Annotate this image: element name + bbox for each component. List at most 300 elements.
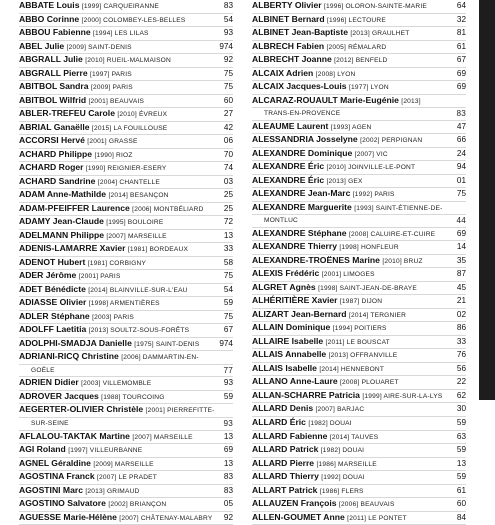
- entry-department: 59: [456, 417, 466, 427]
- entry-department: 70: [223, 149, 233, 159]
- entry-name: ALEXANDRE Éric: [252, 174, 325, 185]
- entry-details: [2013] SOULTZ-SOUS-FORÊTS: [88, 327, 190, 335]
- entry-details: [2013] OFFRANVILLE: [328, 352, 398, 360]
- entry-details: [2014] HENNEBONT: [319, 365, 385, 373]
- entry-details: [1990] REIGNIER-ESERY: [85, 165, 167, 173]
- directory-entry: [252, 95, 466, 109]
- entry-details: [1993] SAINT-ÉTIENNE-DE-: [354, 204, 443, 212]
- entry-department: 22: [456, 377, 466, 387]
- entry-department: 27: [223, 109, 233, 119]
- directory-entry: [19, 203, 233, 217]
- directory-entry: [19, 216, 233, 230]
- directory-entry: [19, 338, 233, 352]
- entry-name: ABLER-TREFEU Carole: [19, 108, 115, 119]
- directory-entry: [19, 284, 233, 298]
- entry-details: [1999] AIRE-SUR-LA-LYS: [362, 392, 443, 400]
- entry-department: 93: [223, 418, 233, 428]
- entry-name: ADRIANI-RICQ Christine: [19, 351, 119, 362]
- entry-department: 974: [219, 41, 233, 51]
- directory-entry: [19, 377, 233, 391]
- entry-name: ACHARD Philippe: [19, 148, 93, 159]
- entry-department: 05: [223, 499, 233, 509]
- directory-entry: [252, 390, 466, 404]
- entry-department: 67: [456, 55, 466, 65]
- directory-entry: [252, 202, 466, 216]
- entry-details: [2011] LE BOUSCAT: [325, 338, 390, 346]
- entry-details: [2003] VILLEMOMBLE: [81, 380, 152, 388]
- directory-entry: [19, 257, 233, 271]
- entry-name: ALEXANDRE Stéphane: [252, 227, 347, 238]
- directory-entry: [252, 54, 466, 68]
- directory-entry: [252, 403, 466, 417]
- entry-name: ALLEN-GOUMET Anne: [252, 511, 345, 522]
- entry-name: ALHÉRITIÈRE Xavier: [252, 295, 338, 306]
- entry-name: ALLAIRE Isabelle: [252, 335, 324, 346]
- directory-entry: [252, 431, 466, 445]
- entry-name: ALCAIX Jacques-Louis: [252, 81, 347, 92]
- entry-details: [2001] BEAUVAIS: [88, 97, 145, 105]
- directory-entry: [19, 471, 233, 485]
- entry-details: [2006] DAMMARTIN-EN-: [121, 354, 199, 362]
- directory-entry: [19, 324, 233, 338]
- directory-entry: [252, 485, 466, 499]
- directory-entry: [252, 376, 466, 390]
- directory-entry: [19, 108, 233, 122]
- directory-entry: [19, 458, 233, 472]
- entry-details: [1975] SAINT-DENIS: [134, 340, 200, 348]
- entry-details: [2010] ÉVREUX: [117, 111, 168, 119]
- entry-department: 03: [223, 176, 233, 186]
- directory-entry: [19, 404, 233, 418]
- entry-name: ADOLPHI-SMADJA Danielle: [19, 337, 132, 348]
- entry-department: 63: [456, 431, 466, 441]
- directory-entry: [252, 295, 466, 309]
- directory-entry: [252, 0, 466, 14]
- entry-details: [1996] LECTOURE: [326, 16, 386, 24]
- directory-entry: [19, 297, 233, 311]
- entry-department: 84: [456, 512, 466, 522]
- entry-department: 42: [223, 122, 233, 132]
- directory-entry: [252, 444, 466, 458]
- entry-name: AGOSTINA Franck: [19, 471, 95, 482]
- entry-name: ACCORSI Hervé: [19, 135, 85, 146]
- entry-name: ADENIS-LAMARRE Xavier: [19, 243, 126, 254]
- entry-name: ABRIAL Ganaëlle: [19, 121, 90, 132]
- directory-entry: [19, 149, 233, 163]
- directory-entry: [252, 148, 466, 162]
- entry-department: 35: [456, 255, 466, 265]
- directory-entry: [19, 81, 233, 95]
- entry-department: 81: [456, 28, 466, 38]
- entry-department: 75: [223, 311, 233, 321]
- entry-department: 69: [456, 82, 466, 92]
- directory-entry: [252, 134, 466, 148]
- directory-entry: [252, 458, 466, 472]
- entry-department: 62: [456, 390, 466, 400]
- entry-name: ADAM Anne-Mathilde: [19, 189, 107, 200]
- entry-details: [2010] RUEIL-MALMAISON: [85, 57, 171, 65]
- entry-department: 83: [223, 472, 233, 482]
- directory-entry: [252, 336, 466, 350]
- directory-entry: [19, 189, 233, 203]
- entry-department: 83: [456, 109, 466, 119]
- entry-details: [1994] POITIERS: [332, 325, 387, 333]
- entry-name: ADIASSE Olivier: [19, 297, 87, 308]
- right-column: [252, 0, 466, 525]
- entry-department: 59: [223, 391, 233, 401]
- directory-entry: [252, 68, 466, 82]
- entry-details: [1993] AGEN: [330, 123, 372, 131]
- directory-entry: [19, 230, 233, 244]
- entry-details: [1988] TOURCOING: [101, 393, 165, 401]
- entry-department: 66: [456, 135, 466, 145]
- entry-department: 56: [456, 363, 466, 373]
- entry-details: [1981] CORBIGNY: [87, 259, 147, 267]
- entry-details: [2006] BEAUVAIS: [338, 501, 395, 509]
- directory-entry: [19, 311, 233, 325]
- directory-entry: [19, 14, 233, 28]
- entry-name: ADOLFF Laetitia: [19, 324, 87, 335]
- entry-department: 13: [456, 458, 466, 468]
- entry-department: 02: [456, 309, 466, 319]
- entry-department: 974: [219, 338, 233, 348]
- entry-details: [1982] DOUAI: [308, 419, 352, 427]
- entry-department: 13: [223, 458, 233, 468]
- entry-details: [2009] SAINT-DENIS: [66, 43, 132, 51]
- entry-details: [2013]: [401, 97, 421, 105]
- entry-name: ADROVER Jacques: [19, 390, 99, 401]
- entry-details: [2014] BESANÇON: [108, 192, 169, 200]
- directory-entry: [19, 431, 233, 445]
- entry-name: ALCAIX Adrien: [252, 67, 314, 78]
- entry-name: ALLAIN Dominique: [252, 322, 331, 333]
- entry-details: [2007] BARJAC: [315, 406, 365, 414]
- entry-details: [1997] PARIS: [90, 70, 132, 78]
- entry-name: ALBRECHT Joanne: [252, 54, 332, 65]
- entry-department: 60: [223, 95, 233, 105]
- directory-entry: [252, 471, 466, 485]
- entry-name: ABGRALL Pierre: [19, 67, 88, 78]
- entry-department: 01: [456, 175, 466, 185]
- entry-details: [2000] COLOMBEY-LES-BELLES: [81, 16, 186, 24]
- entry-details: [2007] VIC: [354, 150, 388, 158]
- entry-department: 60: [456, 499, 466, 509]
- directory-entry: [252, 175, 466, 189]
- entry-details: [1986] MARSEILLE: [316, 460, 377, 468]
- entry-name: AGOSTINI Marc: [19, 484, 83, 495]
- entry-details: [2002] PERPIGNAN: [360, 137, 423, 145]
- entry-name: ALLARD Fabienne: [252, 430, 328, 441]
- entry-name: ALIZART Jean-Bernard: [252, 308, 347, 319]
- entry-continuation-text: MONTLUC: [264, 217, 299, 225]
- entry-department: 32: [456, 14, 466, 24]
- directory-entry: [252, 161, 466, 175]
- directory-entry: [19, 0, 233, 14]
- directory-entry: [252, 188, 466, 202]
- entry-name: ALBINET Jean-Baptiste: [252, 27, 348, 38]
- entry-department: 61: [456, 485, 466, 495]
- entry-continuation-text: TRANS-EN-PROVENCE: [264, 110, 341, 118]
- entry-name: ALBERTY Olivier: [252, 0, 322, 10]
- directory-entry: [252, 255, 466, 269]
- directory-entry: [252, 282, 466, 296]
- entry-name: ABITBOL Wilfrid: [19, 94, 87, 105]
- entry-name: ABBO Corinne: [19, 13, 80, 24]
- entry-department: 93: [223, 28, 233, 38]
- entry-department: 76: [456, 350, 466, 360]
- entry-name: ALEXANDRE Marguerite: [252, 201, 352, 212]
- entry-continuation-text: SUR-SEINE: [31, 419, 69, 427]
- directory-entry: [252, 27, 466, 41]
- entry-name: ALLART Patrick: [252, 484, 318, 495]
- entry-department: 58: [223, 257, 233, 267]
- entry-department: 54: [223, 14, 233, 24]
- entry-name: ALEXANDRE Jean-Marc: [252, 188, 351, 199]
- entry-name: ALEXANDRE Éric: [252, 161, 325, 172]
- entry-details: [1982] DOUAI: [320, 447, 365, 455]
- entry-details: [2008] CALUIRE-ET-CUIRE: [348, 230, 436, 238]
- entry-details: [2007] MARSEILLE: [106, 232, 167, 240]
- directory-entry: [19, 41, 233, 55]
- entry-name: ADAMY Jean-Claude: [19, 216, 104, 227]
- directory-entry: [19, 135, 233, 149]
- entry-continuation-text: GOËLE: [31, 366, 55, 374]
- entry-details: [2013] GRAULHET: [350, 30, 410, 38]
- entry-department: 87: [456, 269, 466, 279]
- entry-name: ALLAIS Annabelle: [252, 349, 327, 360]
- directory-entry: [252, 14, 466, 28]
- entry-details: [2009] MARSEILLE: [93, 460, 154, 468]
- entry-name: ADER Jérôme: [19, 270, 77, 281]
- entry-name: AGOSTINO Salvatore: [19, 498, 106, 509]
- entry-details: [1992] DOUAI: [321, 474, 365, 482]
- entry-name: ADRIEN Didier: [19, 377, 79, 388]
- entry-details: [2003] PARIS: [92, 313, 134, 321]
- entry-details: [2014] TERGNIER: [348, 311, 407, 319]
- entry-name: ADELMANN Philippe: [19, 229, 104, 240]
- entry-name: AGI Roland: [19, 444, 66, 455]
- entry-details: [1992] PARIS: [352, 191, 395, 199]
- entry-department: 54: [223, 284, 233, 294]
- entry-department: 59: [456, 472, 466, 482]
- entry-name: ALBRECH Fabien: [252, 40, 325, 51]
- directory-entry: [252, 322, 466, 336]
- entry-name: AGNEL Géraldine: [19, 457, 91, 468]
- entry-department: 33: [456, 336, 466, 346]
- entry-details: [2013] GEX: [326, 177, 363, 185]
- entry-continuation: [252, 215, 466, 228]
- entry-department: 13: [223, 431, 233, 441]
- entry-details: [1986] FLERS: [319, 487, 364, 495]
- entry-details: [2011] LE PONTET: [347, 514, 407, 522]
- entry-name: ALGRET Agnès: [252, 281, 316, 292]
- entry-details: [2004] CHANTELLE: [97, 178, 161, 186]
- entry-department: 69: [456, 68, 466, 78]
- directory-entry: [19, 54, 233, 68]
- entry-department: 06: [223, 136, 233, 146]
- entry-details: [1990] RIOZ: [94, 151, 133, 159]
- entry-details: [2001] PARIS: [78, 273, 121, 281]
- entry-name: AEGERTER-OLIVIER Christèle: [19, 404, 144, 415]
- entry-department: 25: [223, 190, 233, 200]
- directory-entry: [252, 417, 466, 431]
- entry-details: [2008] PLOUARET: [340, 379, 399, 387]
- entry-department: 61: [456, 41, 466, 51]
- entry-continuation: [252, 108, 466, 121]
- entry-department: 94: [456, 162, 466, 172]
- entry-details: [2010] BRUZ: [382, 257, 423, 265]
- directory-entry: [252, 41, 466, 55]
- entry-name: ABEL Julie: [19, 40, 65, 51]
- entry-department: 92: [223, 512, 233, 522]
- entry-department: 77: [223, 365, 233, 375]
- entry-details: [1999] CARQUEIRANNE: [81, 3, 159, 10]
- entry-details: [1981] BORDEAUX: [127, 246, 189, 254]
- entry-name: ALLANO Anne-Laure: [252, 376, 338, 387]
- entry-details: [2005] RÉMALARD: [326, 43, 387, 51]
- entry-details: [2001] PIERREFITTE-: [145, 407, 215, 415]
- entry-department: 45: [456, 282, 466, 292]
- left-column: [19, 0, 233, 525]
- directory-entry: [19, 270, 233, 284]
- directory-entry: [252, 498, 466, 512]
- entry-department: 75: [456, 189, 466, 199]
- entry-name: ALLARD Patrick: [252, 444, 319, 455]
- entry-name: ALBINET Bernard: [252, 13, 325, 24]
- entry-details: [2001] GRASSE: [87, 138, 138, 146]
- entry-department: 14: [456, 242, 466, 252]
- entry-department: 72: [223, 217, 233, 227]
- entry-name: ACHARD Roger: [19, 162, 84, 173]
- entry-name: ALLARD Thierry: [252, 471, 319, 482]
- entry-details: [2014] BLAINVILLE-SUR-L'EAU: [88, 286, 188, 294]
- entry-details: [1998] SAINT-JEAN-DE-BRAYE: [318, 284, 417, 292]
- entry-department: 83: [223, 485, 233, 495]
- directory-entry: [252, 512, 466, 525]
- directory-entry: [19, 391, 233, 405]
- directory-entry: [19, 95, 233, 109]
- entry-name: ALEXIS Frédéric: [252, 268, 320, 279]
- entry-details: [2012] BENFELD: [334, 57, 388, 65]
- entry-department: 69: [223, 445, 233, 455]
- entry-department: 30: [456, 404, 466, 414]
- directory-entry: [19, 122, 233, 136]
- entry-name: ALLARD Éric: [252, 416, 306, 427]
- entry-department: 24: [456, 148, 466, 158]
- directory-entry: [252, 241, 466, 255]
- entry-details: [2014] TAUVES: [329, 433, 379, 441]
- entry-continuation: [19, 365, 233, 378]
- entry-details: [2007] LE PRADET: [97, 474, 158, 482]
- entry-details: [2013] GRIMAUD: [85, 487, 140, 495]
- entry-continuation: [19, 418, 233, 431]
- entry-name: ABBATE Louis: [19, 0, 80, 10]
- entry-details: [2010] JOINVILLE-LE-PONT: [326, 164, 416, 172]
- entry-details: [1997] VILLEURBANNE: [68, 447, 143, 455]
- directory-entry: [252, 363, 466, 377]
- entry-department: 47: [456, 121, 466, 131]
- entry-details: [1995] BOULOIRE: [106, 219, 164, 227]
- entry-department: 75: [223, 68, 233, 78]
- directory-entry: [19, 68, 233, 82]
- directory-entry: [252, 228, 466, 242]
- entry-name: ADET Bénédicte: [19, 283, 86, 294]
- entry-name: ACHARD Sandrine: [19, 175, 96, 186]
- entry-department: 75: [223, 271, 233, 281]
- entry-name: ADENOT Hubert: [19, 256, 86, 267]
- directory-entry: [19, 485, 233, 499]
- entry-department: 83: [223, 1, 233, 10]
- entry-details: [2015] LA FOUILLOUSE: [91, 124, 168, 132]
- directory-entry: [19, 512, 233, 525]
- entry-department: 33: [223, 244, 233, 254]
- entry-name: AFLALOU-TAKTAK Martine: [19, 430, 130, 441]
- directory-entry: [19, 27, 233, 41]
- entry-department: 13: [223, 230, 233, 240]
- entry-details: [2001] LIMOGES: [321, 271, 375, 279]
- entry-details: [2008] LYON: [315, 70, 356, 78]
- entry-details: [1987] DIJON: [339, 298, 383, 306]
- page-edge-strip: [479, 0, 495, 400]
- entry-details: [2002] BRIANÇON: [108, 501, 167, 509]
- entry-department: 75: [223, 82, 233, 92]
- directory-entry: [252, 349, 466, 363]
- entry-department: 59: [223, 298, 233, 308]
- entry-department: 25: [223, 203, 233, 213]
- entry-name: ALEAUME Laurent: [252, 120, 329, 131]
- entry-department: 59: [456, 445, 466, 455]
- entry-details: [1998] HONFLEUR: [339, 244, 399, 252]
- entry-department: 69: [456, 228, 466, 238]
- entry-department: 86: [456, 323, 466, 333]
- entry-name: ALEXANDRE Dominique: [252, 147, 353, 158]
- entry-name: ALLARD Denis: [252, 403, 314, 414]
- entry-department: 64: [456, 1, 466, 10]
- entry-name: AGUESSE Marie-Hélène: [19, 511, 117, 522]
- entry-name: ALLAUZEN François: [252, 498, 337, 509]
- entry-name: ALESSANDRIA Josselyne: [252, 134, 358, 145]
- entry-department: 44: [456, 216, 466, 226]
- directory-entry: [252, 309, 466, 323]
- directory-entry: [19, 243, 233, 257]
- directory-entry: [19, 351, 233, 365]
- entry-details: [1996] OLORON-SAINTE-MARIE: [323, 3, 427, 10]
- entry-department: 21: [456, 296, 466, 306]
- directory-entry: [19, 498, 233, 512]
- entry-name: ALEXANDRE-TROËNES Marine: [252, 254, 380, 265]
- entry-details: [2006] MONTBÉLIARD: [132, 205, 204, 213]
- entry-details: [2007] CHÂTENAY-MALABRY: [119, 514, 213, 522]
- entry-name: ABGRALL Julie: [19, 54, 83, 65]
- directory-entry: [19, 162, 233, 176]
- directory-entry: [252, 121, 466, 135]
- directory-entry: [252, 81, 466, 95]
- entry-name: ALLARD Pierre: [252, 457, 315, 468]
- entry-name: ABBOU Fabienne: [19, 27, 91, 38]
- entry-department: 67: [223, 325, 233, 335]
- entry-name: ADAM-PFEIFFER Laurence: [19, 202, 130, 213]
- entry-details: [1977] LYON: [348, 84, 389, 92]
- entry-details: [2007] MARSEILLE: [132, 433, 193, 441]
- entry-details: [1994] LES LILAS: [93, 30, 149, 38]
- entry-name: ALEXANDRE Thierry: [252, 241, 337, 252]
- directory-entry: [252, 268, 466, 282]
- directory-entry: [19, 444, 233, 458]
- entry-department: 92: [223, 55, 233, 65]
- entry-details: [1998] ARMENTIÈRES: [88, 300, 160, 308]
- entry-department: 93: [223, 378, 233, 388]
- entry-department: 74: [223, 163, 233, 173]
